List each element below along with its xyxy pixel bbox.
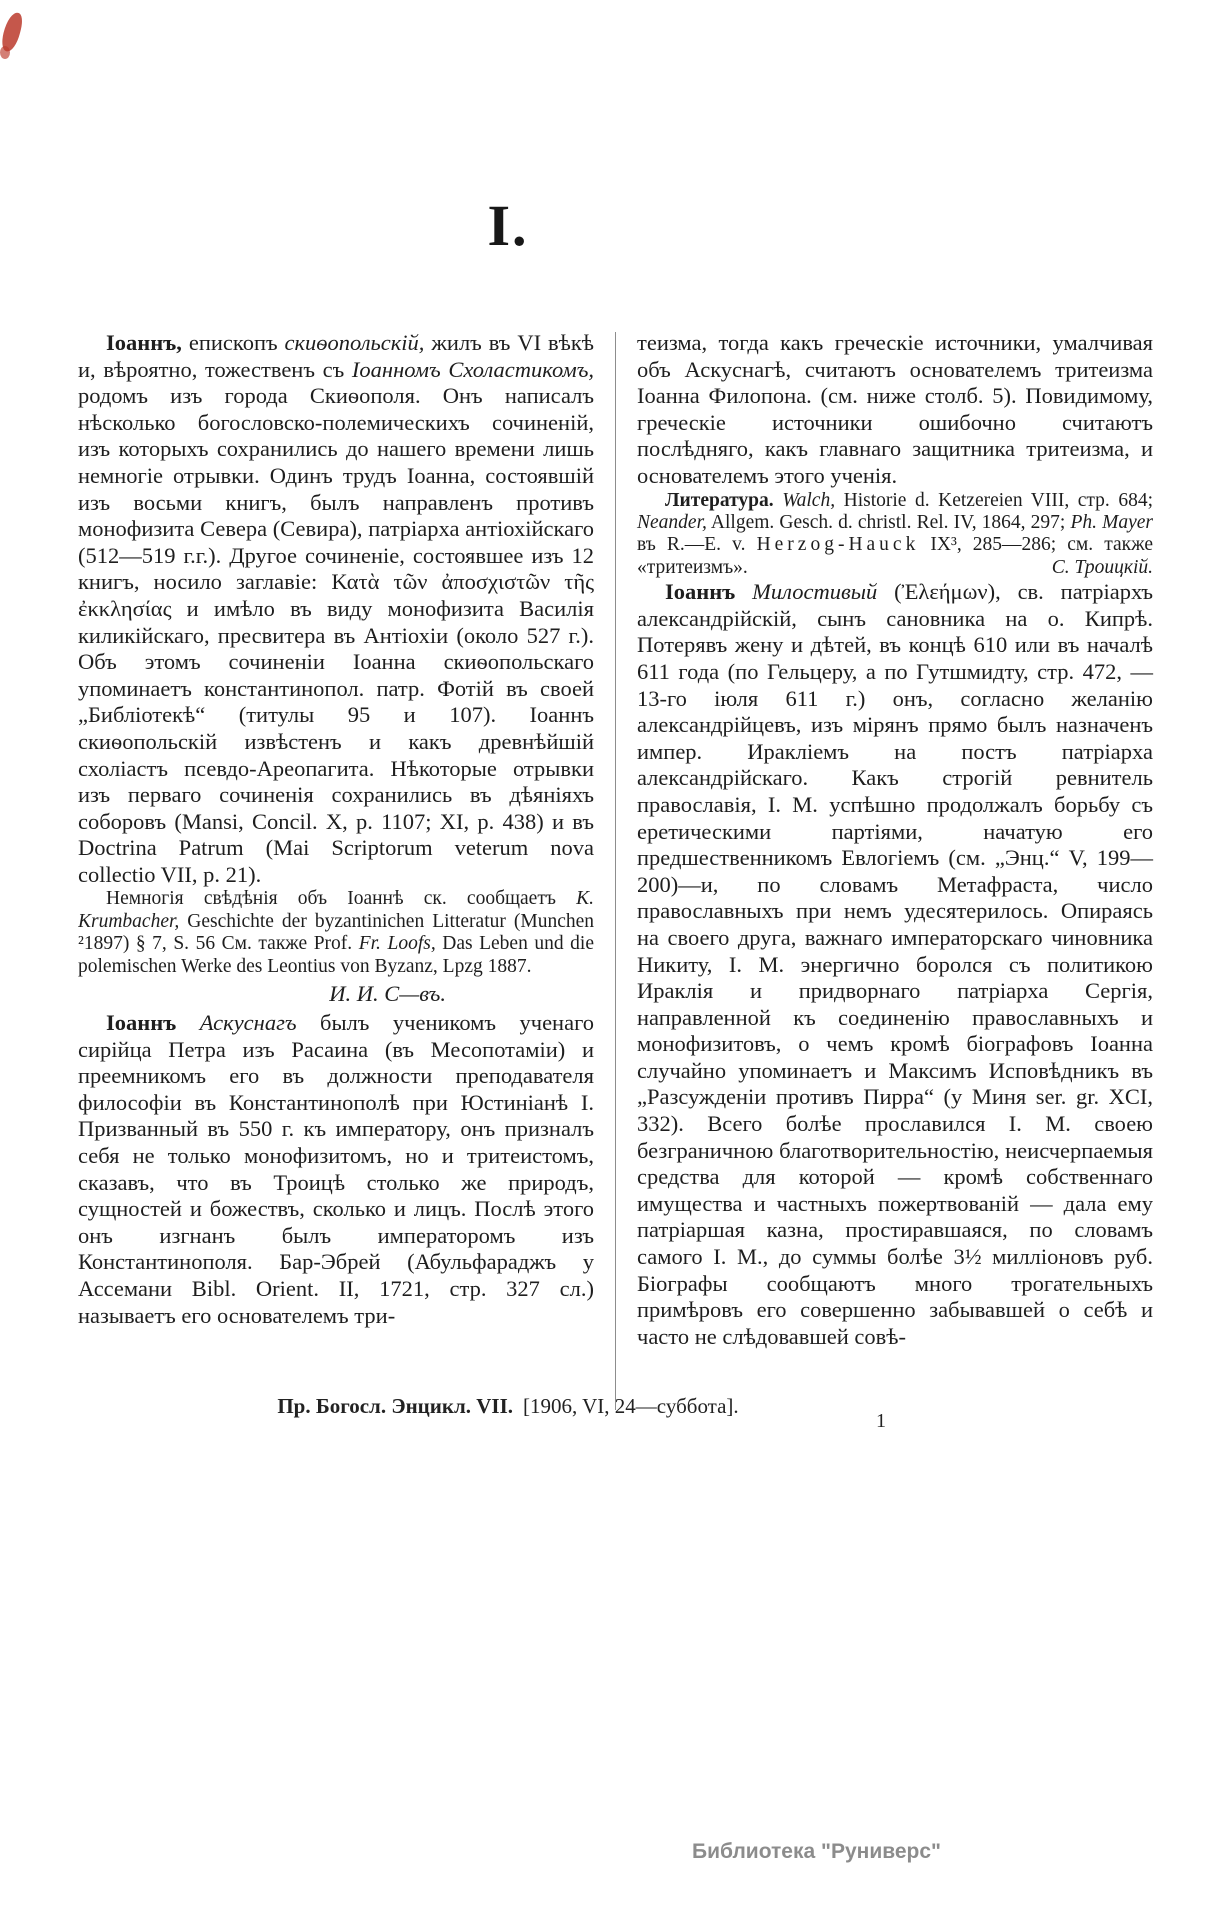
note-text (774, 490, 783, 511)
red-ink-dot (0, 46, 10, 59)
entry-epithet-italic: Аскуснагъ (176, 1010, 297, 1036)
entry-text: родомъ изъ города Скиѳополя. Онъ написалъ нѣсколько богословско-полемическихъ сочиненій, изъ которыхъ сохранились до нашего времени лишь немногіе отрывки. Одинъ трудъ Іоанна, состоявшій изъ восьми книгъ, былъ направленъ противъ монофизита Севера (Севира), патріарха антіохійскаго (512—519 г.г.). Другое сочиненіе, состоявшее изъ 12 книгъ, носило заглавіе: (78, 383, 594, 595)
author-name-italic: Neander, (637, 511, 707, 533)
literature-note (637, 490, 1153, 580)
note-text: IX³, 285—286; см. также «тритеизмъ». (637, 534, 1153, 578)
author-name-italic: Fr. Loofs, (358, 933, 436, 955)
note-text: Geschichte der byzantinichen Litteratur (Munchen ²1897) § 7, S. 56 См. также Prof. (78, 910, 594, 955)
running-footer (78, 1394, 938, 1419)
left-column (78, 330, 594, 1410)
library-watermark: Библиотека "Руниверс" (692, 1840, 942, 1863)
note-text: Historie d. Ketzereien VIII, стр. 684; (835, 489, 1153, 511)
entry-headword: Іоаннъ (106, 1010, 177, 1036)
note-text: въ R.—E. v. (637, 534, 757, 556)
bibliography-note (78, 888, 594, 978)
footer-issue-date: [1906, VI, 24—суббота]. (523, 1394, 739, 1418)
column-divider-rule (615, 332, 616, 1410)
greek-title: Κατὰ τῶν ἀποσχιστῶν τῆς ἐκκλησίας (78, 569, 594, 621)
letterspaced-name: Herzog-Hauck (756, 534, 920, 556)
literature-label: Литература. (665, 489, 774, 511)
footer-edition-label: Пр. Богосл. Энцикл. VII. (277, 1394, 514, 1418)
page-number: 1 (876, 1410, 886, 1432)
entry-text: жилъ въ VI вѣкѣ и, вѣроятно, тожественъ съ (78, 330, 594, 382)
entry-text: и имѣло въ виду монофизита Василія киликійскаго, пресвитера въ Антіохіи (около 527 г.). Объ этомъ сочиненіи Іоанна скиѳопольскаго упоминаетъ константинопол. патр. Фотій въ своей „Библіотекѣ“ (титулы 95 и 107). Іоаннъ скиѳопольскій извѣстенъ и какъ древнѣйшій схоліастъ псевдо-Ареопагита. Нѣкоторые отрывки изъ перваго сочиненія сохранились въ дѣяніяхъ соборовъ (Mansi, Concil. X, p. 1107; XI, p. 438) и въ Doctrina Patrum (Mai Scriptorum veterum nova collectio VII, p. 21). (78, 595, 594, 887)
entry-text: былъ ученикомъ ученаго сирійца Петра изъ Расаина (въ Месопотаміи) и преемникомъ его въ должности преподавателя философіи въ Константинополѣ при Юстиніанѣ I. Призванный въ 550 г. къ императору, онъ призналъ себя не только монофизитомъ, но и тритеистомъ, сказавъ, что въ Троицѣ столько же природъ, сущностей и божествъ, сколько и лицъ. Послѣ этого онъ изгнанъ былъ императоромъ изъ Константинополя. Бар-Эбрей (Абульфараджъ у Ассемани Bibl. Orient. II, 1721, стр. 327 сл.) называетъ его основателемъ три- (78, 1010, 594, 1328)
entry-epithet-italic: скиѳопольскій, (284, 330, 425, 355)
continuation-paragraph: теизма, тогда какъ греческіе источники, умалчивая объ Аскуснагѣ, считаютъ основателемъ тритеизма Іоанна Филопона. (см. ниже столб. 5). Повидимому, греческіе источники ошибочно считаютъ послѣдняго, какъ главнаго защитника тритеизма, и основателемъ этого ученія. (637, 330, 1153, 488)
entry-headword: Іоаннъ, (106, 330, 182, 355)
note-text: Allgem. Gesch. d. christl. Rel. IV, 1864, 297; (706, 511, 1071, 533)
entry-john-of-scythopolis (78, 330, 594, 888)
entry-john-the-merciful (637, 579, 1153, 1350)
entry-text: епископъ (181, 330, 285, 355)
note-text: Das Leben und die polemischen Werke des Leontius von Byzanz, Lpzg 1887. (78, 933, 594, 977)
author-name-italic: K. Krumbacher, (78, 888, 594, 932)
entry-john-ascunages (78, 1010, 594, 1329)
section-letter-heading: І. (487, 193, 529, 258)
author-name-italic: Walch, (782, 489, 836, 511)
author-signature: И. И. С—въ. (329, 981, 446, 1007)
right-column (637, 330, 1153, 1410)
entry-epithet-italic: Милостивый (735, 579, 878, 605)
two-column-text-block (78, 330, 1154, 1410)
greek-name: (Ἐλεήμων), (877, 579, 1001, 605)
entry-reference-italic: Іоанномъ Схоластикомъ, (351, 356, 594, 382)
author-name-italic: Ph. Mayer (1070, 511, 1153, 533)
author-signature: С. Троицкій. (1051, 556, 1153, 578)
entry-headword: Іоаннъ (665, 579, 736, 605)
note-text: Немногія свѣдѣнія объ Іоаннѣ ск. сообщаетъ (106, 888, 577, 910)
entry-text: св. патріархъ александрійскій, сынъ сановника на о. Кипрѣ. Потерявъ жену и дѣтей, въ концѣ 610 или въ началѣ 611 года (по Гельцеру, а по Гутшмидту, стр. 472, — 13-го іюля 611 г.) онъ, согласно желанію александрійцевъ, изъ мірянъ прямо былъ назначенъ импер. Иракліемъ на постъ патріарха александрійскаго. Какъ строгій ревнитель православія, І. М. успѣшно продолжалъ борьбу съ еретическими партіями, начатую его предшественникомъ Евлогіемъ (см. „Энц.“ V, 199—200)—и, по словамъ Метафраста, число православныхъ при немъ удесятерилось. Опираясь на своего друга, важнаго императорскаго чиновника Никиту, І. М. энергично боролся съ политикою Ираклія и придворнаго патріарха Сергія, направленной къ соединенію православныхъ и монофизитовъ, о чемъ кромѣ біографовъ Іоанна случайно упоминаетъ и Максимъ Исповѣдникъ въ „Разсужденіи противъ Пирра“ (у Миня ser. gr. XCI, 332). Всего болѣе прославился І. М. своею безграничною благотворительностію, неисчерпаемыя средства для которой — кромѣ собственнаго имущества и частныхъ пожертвованій — дала ему патріаршая казна, простиравшаяся, по словамъ самого І. М., до суммы болѣе 3½ милліоновъ руб. Біографы сообщаютъ много трогательныхъ примѣровъ его совершенно забывавшей о себѣ и часто не слѣдовавшей совѣ- (637, 579, 1153, 1349)
